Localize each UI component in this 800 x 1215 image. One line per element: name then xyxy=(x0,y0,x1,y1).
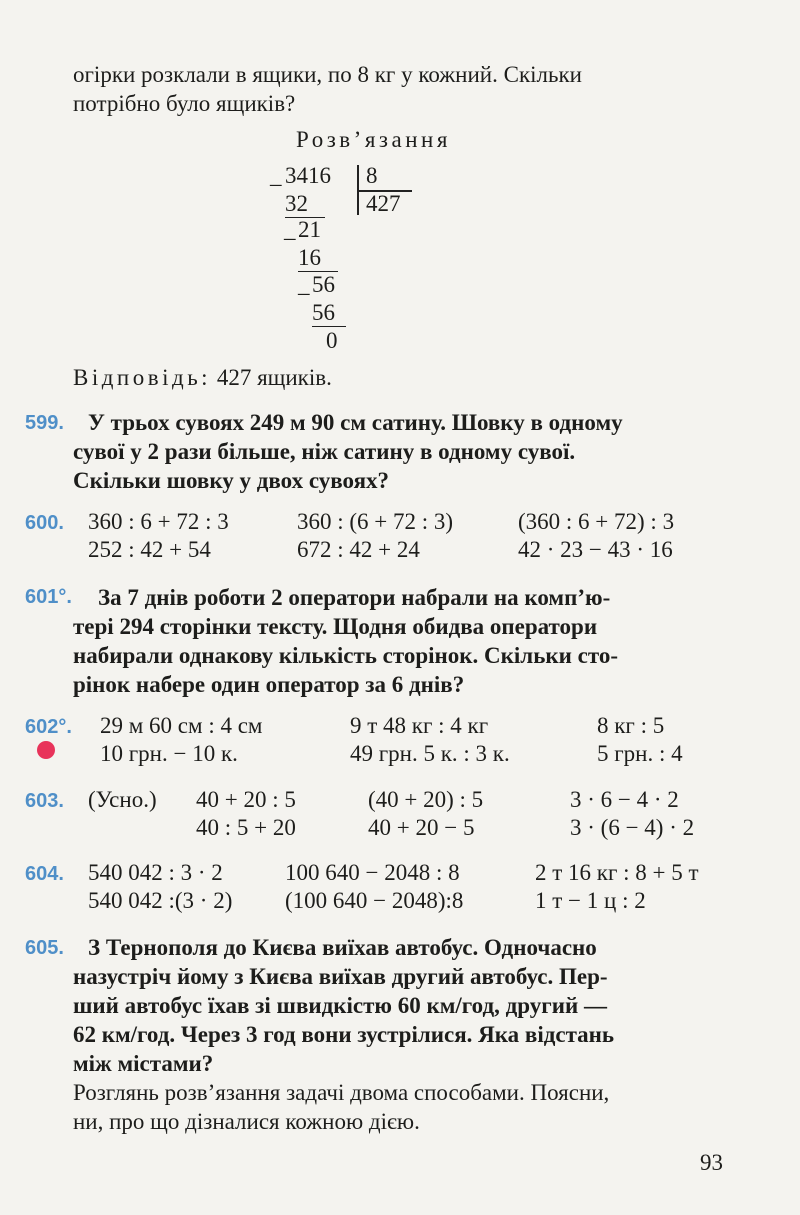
problem-605-line-1: З Тернополя до Києва виїхав автобус. Одночасно xyxy=(88,935,597,960)
expr-600-2: 360 : (6 + 72 : 3) xyxy=(297,509,454,534)
expr-604-1: 540 042 : 3 · 2 xyxy=(88,860,223,885)
minus-sign: _ xyxy=(284,217,296,242)
division-step-5: 56 xyxy=(312,300,346,327)
expr-600-4: 252 : 42 + 54 xyxy=(88,537,211,562)
problem-605-line-5: між містами? xyxy=(73,1051,214,1076)
dividend: 3416 xyxy=(285,163,331,188)
expr-600-3: (360 : 6 + 72) : 3 xyxy=(518,509,675,534)
expr-602-6: 5 грн. : 4 xyxy=(597,741,683,766)
problem-605-line-2: назустріч йому з Києва виїхав другий автобус. Пер- xyxy=(73,964,608,989)
expr-604-2: 100 640 − 2048 : 8 xyxy=(285,860,460,885)
division-remainder: 0 xyxy=(326,328,338,353)
expr-602-2: 9 т 48 кг : 4 кг xyxy=(350,713,489,738)
minus-sign: _ xyxy=(298,272,310,297)
page-number: 93 xyxy=(700,1150,723,1175)
division-step-1: 32 xyxy=(285,191,325,218)
divisor: 8 xyxy=(366,163,378,188)
marker-dot-icon xyxy=(37,741,55,759)
problem-number-602: 602°. xyxy=(25,716,72,738)
problem-601-line-2: тері 294 сторінки тексту. Щодня обидва оператори xyxy=(73,614,598,639)
problem-605-line-7: ни, про що дізналися кожною дією. xyxy=(73,1109,420,1134)
expr-604-3: 2 т 16 кг : 8 + 5 т xyxy=(535,860,699,885)
expr-603-4: 40 : 5 + 20 xyxy=(196,815,296,840)
expr-603-5: 40 + 20 − 5 xyxy=(368,815,475,840)
problem-number-599: 599. xyxy=(25,412,64,434)
expr-602-4: 10 грн. − 10 к. xyxy=(100,741,238,766)
answer-text: 427 ящиків. xyxy=(216,365,332,390)
expr-600-5: 672 : 42 + 24 xyxy=(297,537,420,562)
minus-sign: _ xyxy=(270,163,282,188)
problem-number-601: 601°. xyxy=(25,586,72,608)
problem-number-603: 603. xyxy=(25,790,64,812)
expr-602-1: 29 м 60 см : 4 см xyxy=(100,713,263,738)
expr-602-5: 49 грн. 5 к. : 3 к. xyxy=(350,741,510,766)
problem-603-prefix: (Усно.) xyxy=(88,787,157,812)
answer-label: Відповідь: xyxy=(73,365,212,390)
division-step-2: 21 xyxy=(298,217,321,242)
expr-600-1: 360 : 6 + 72 : 3 xyxy=(88,509,229,534)
division-step-3: 16 xyxy=(298,245,338,272)
problem-number-600: 600. xyxy=(25,512,64,534)
problem-605-line-3: ший автобус їхав зі швидкістю 60 км/год, другий — xyxy=(73,993,607,1018)
quotient: 427 xyxy=(366,191,401,216)
division-step-4: 56 xyxy=(312,272,335,297)
problem-599-line-1: У трьох сувоях 249 м 90 см сатину. Шовку в одному xyxy=(88,410,623,435)
expr-604-6: 1 т − 1 ц : 2 xyxy=(535,888,646,913)
expr-604-5: (100 640 − 2048):8 xyxy=(285,888,464,913)
expr-603-2: (40 + 20) : 5 xyxy=(368,787,484,812)
expr-604-4: 540 042 :(3 · 2) xyxy=(88,888,233,913)
problem-601-line-4: рінок набере один оператор за 6 днів? xyxy=(73,672,465,697)
problem-601-line-1: За 7 днів роботи 2 оператори набрали на комп’ю- xyxy=(98,585,611,610)
expr-603-6: 3 · (6 − 4) · 2 xyxy=(570,815,695,840)
solution-heading: Розв’язання xyxy=(296,127,451,152)
problem-number-604: 604. xyxy=(25,863,64,885)
problem-number-605: 605. xyxy=(25,937,64,959)
problem-599-line-2: сувої у 2 рази більше, ніж сатину в одному сувої. xyxy=(73,439,576,464)
problem-605-line-4: 62 км/год. Через 3 год вони зустрілися. Яка відстань xyxy=(73,1022,615,1047)
expr-603-3: 3 · 6 − 4 · 2 xyxy=(570,787,679,812)
intro-line-2: потрібно було ящиків? xyxy=(73,91,296,116)
answer xyxy=(73,365,332,391)
expr-600-6: 42 · 23 − 43 · 16 xyxy=(518,537,673,562)
problem-599-line-3: Скільки шовку у двох сувоях? xyxy=(73,468,390,493)
intro-line-1: огірки розклали в ящики, по 8 кг у кожний. Скільки xyxy=(73,62,582,87)
problem-601-line-3: набирали однакову кількість сторінок. Скільки сто- xyxy=(73,643,618,668)
watermark xyxy=(26,64,63,94)
expr-602-3: 8 кг : 5 xyxy=(597,713,665,738)
problem-605-line-6: Розглянь розв’язання задачі двома способами. Поясни, xyxy=(73,1080,610,1105)
expr-603-1: 40 + 20 : 5 xyxy=(196,787,296,812)
